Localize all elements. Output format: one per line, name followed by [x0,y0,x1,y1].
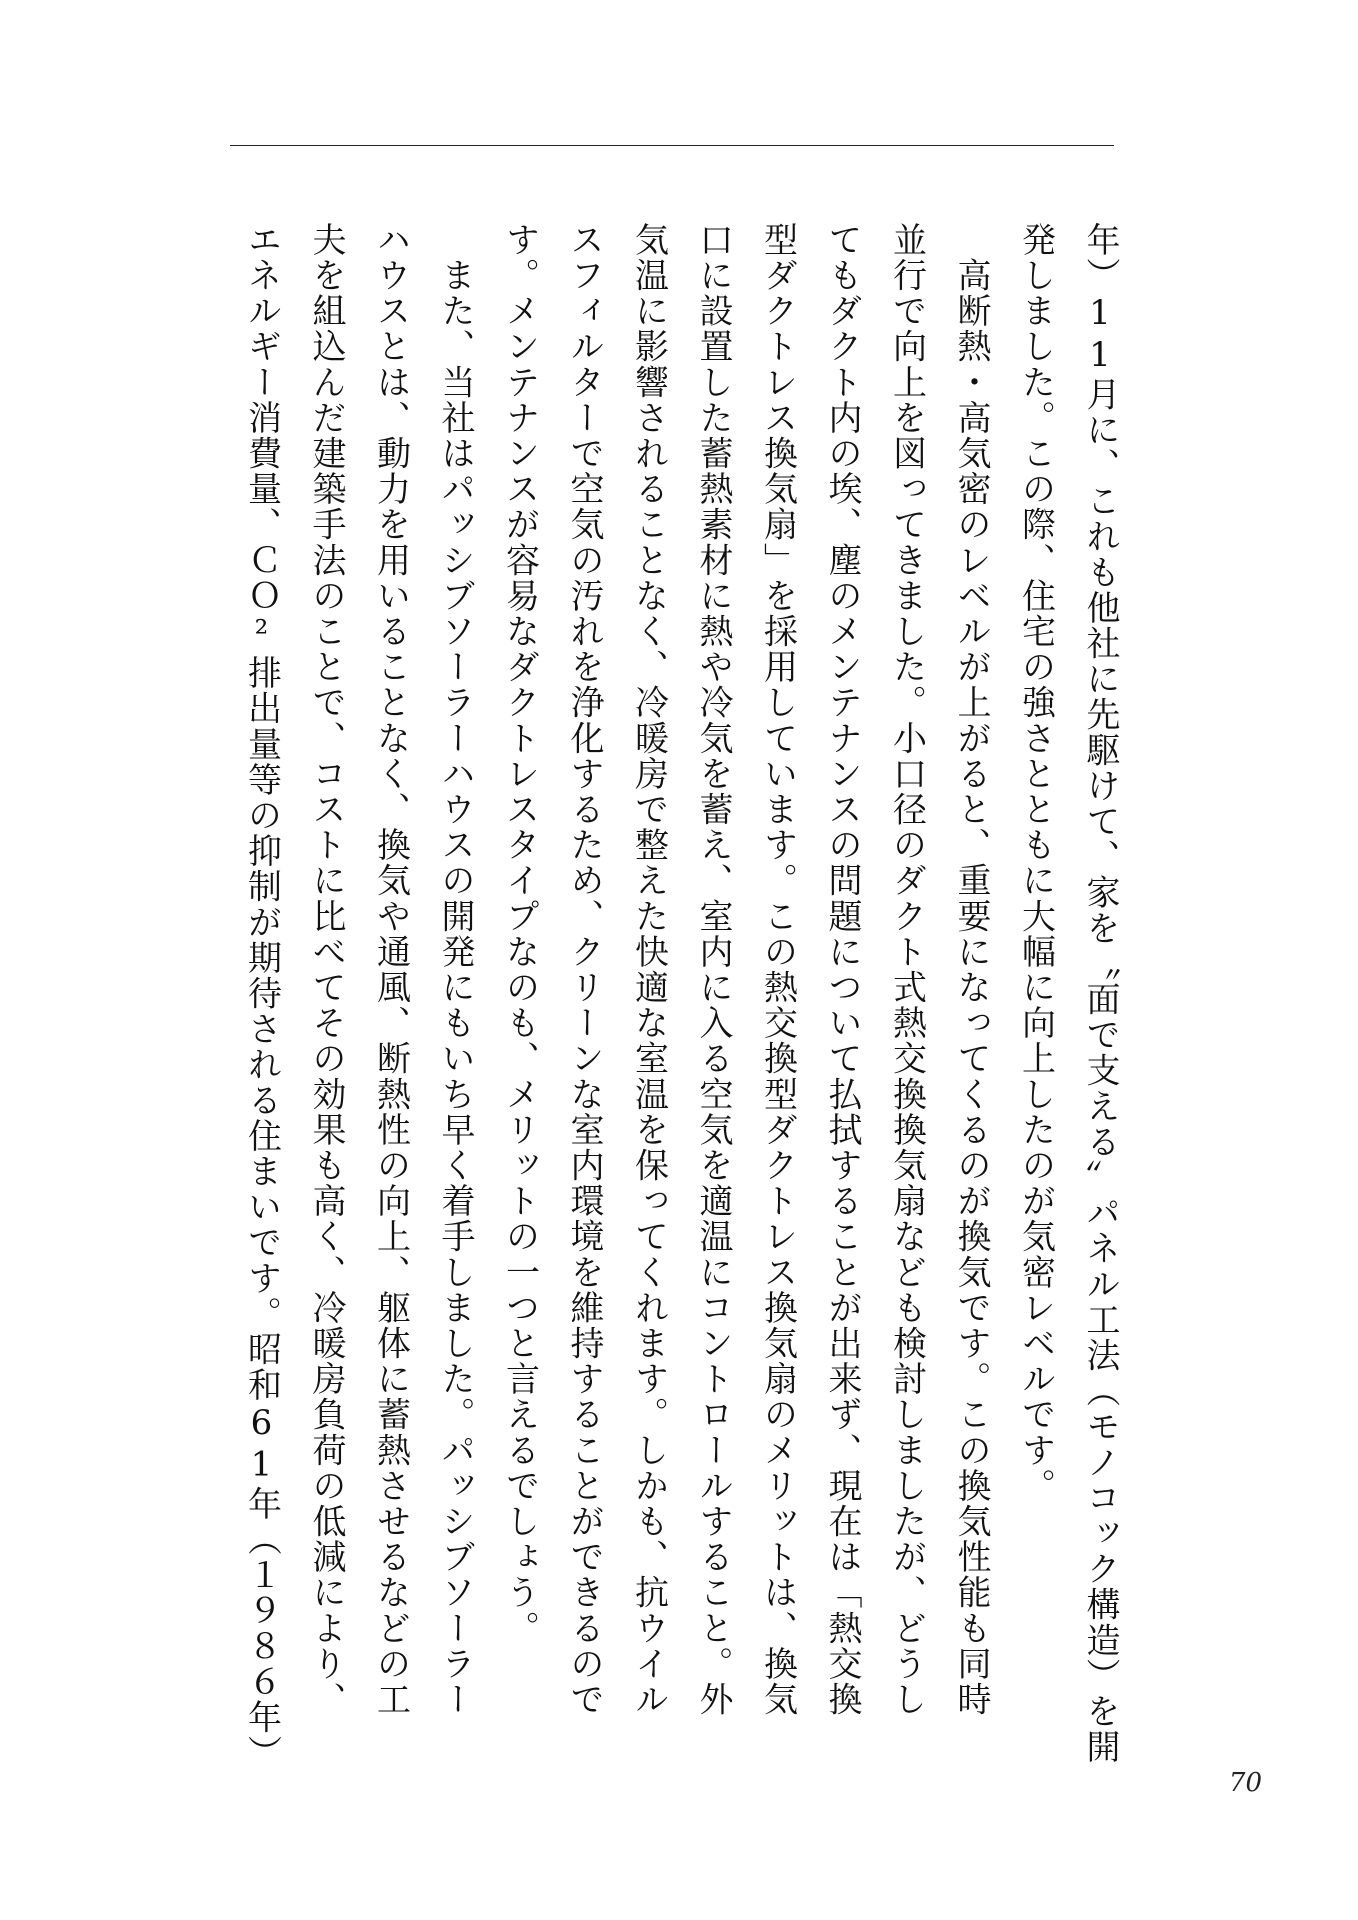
text-line: スフィルターで空気の汚れを浄化するため、クリーンな室内環境を維持することができるので [564,222,604,1718]
text-line: エネルギー消費量、ＣＯ²排出量等の抑制が期待される住まいです。昭和61年（１９８６年） [241,222,282,1771]
page-number: 70 [1228,1768,1262,1798]
text-line: 夫を組込んだ建築手法のことで、コストに比べてその効果も高く、冷暖房負荷の低減により、 [306,222,346,1718]
text-line: てもダクト内の埃、塵のメンテナンスの問題について払拭することが出来ず、現在は「熱交換 [822,222,862,1718]
body-text [229,222,1132,1782]
text-line: 年）11月に、これも他社に先駆けて、家を〝面で支える〟パネル工法（モノコック構造）を開 [1080,222,1120,1765]
header-rule [230,145,1114,146]
text-line: す。メンテナンスが容易なダクトレスタイプなのも、メリットの一つと言えるでしょう。 [499,222,540,1646]
text-line: 並行で向上を図ってきました。小口径のダクト式熱交換換気扇なども検討しましたが、どうし [886,222,927,1718]
text-line: 口に設置した蓄熱素材に熱や冷気を蓄え、室内に入る空気を適温にコントロールすること。外 [693,222,733,1718]
text-line: 発しました。この際、住宅の強さとともに大幅に向上したのが気密レベルです。 [1015,222,1056,1504]
text-line: また、当社はパッシブソーラーハウスの開発にもいち早く着手しました。パッシブソーラー [435,222,475,1718]
text-line: 高断熱・高気密のレベルが上がると、重要になってくるのが換気です。この換気性能も同時 [951,222,991,1718]
text-line: ハウスとは、動力を用いることなく、換気や通風、断熱性の向上、躯体に蓄熱させるなどの工 [370,222,411,1718]
text-line: 型ダクトレス換気扇」を採用しています。この熱交換型ダクトレス換気扇のメリットは、換気 [757,222,798,1718]
text-line: 気温に影響されることなく、冷暖房で整えた快適な室温を保ってくれます。しかも、抗ウイル [628,222,669,1718]
